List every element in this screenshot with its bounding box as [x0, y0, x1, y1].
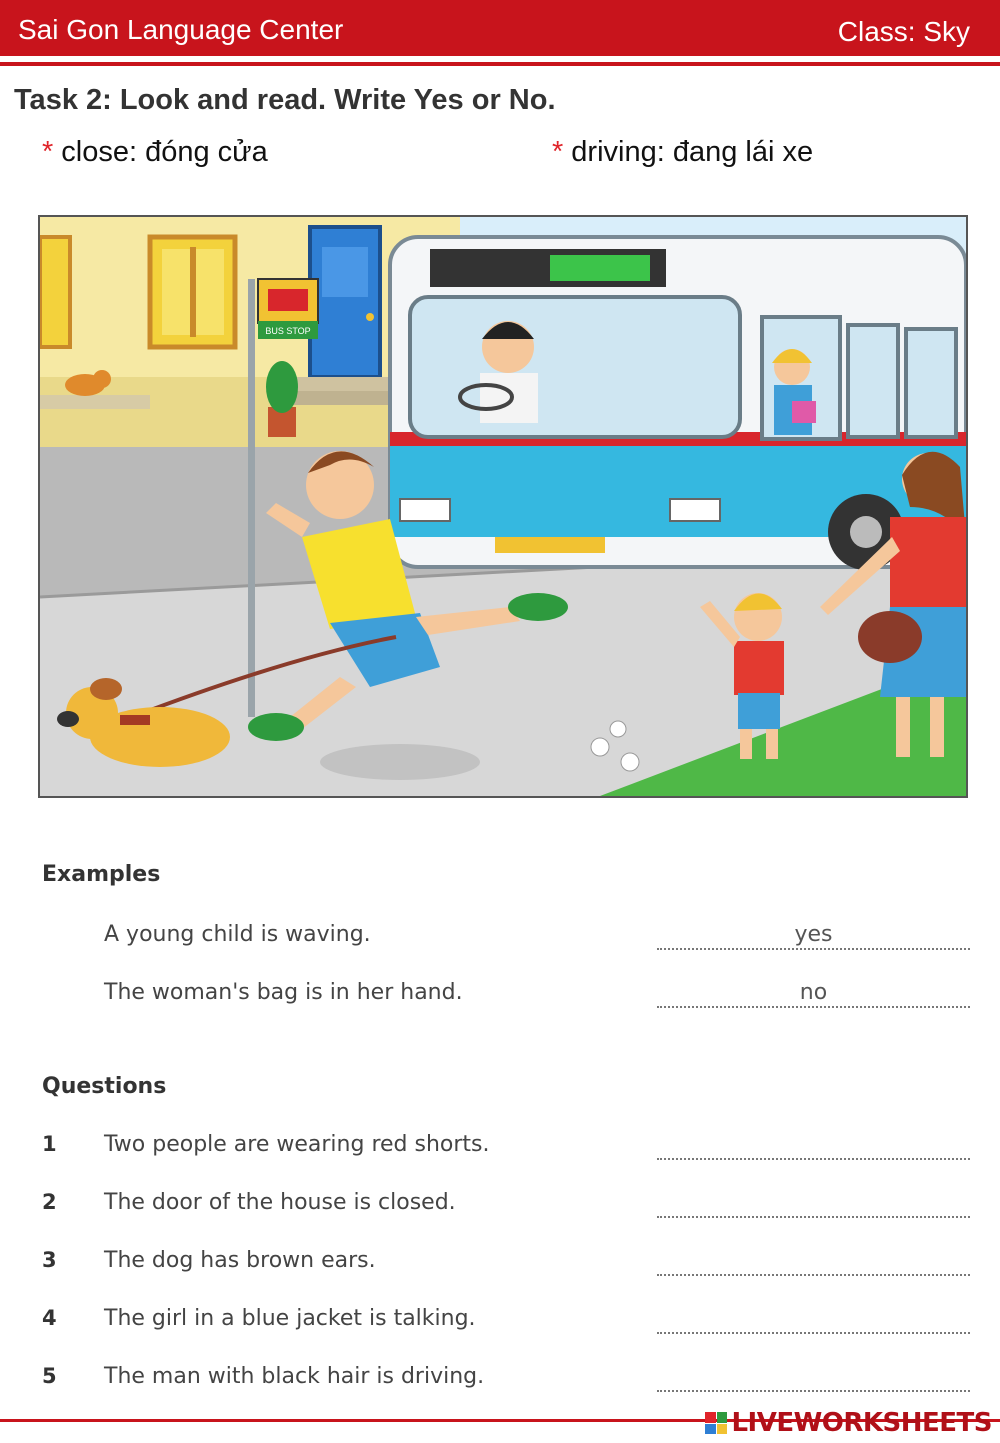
question-row-1	[42, 1128, 970, 1164]
task-title: Task 2: Look and read. Write Yes or No.	[14, 84, 556, 116]
bus-stop-illustration	[38, 215, 968, 798]
grid-logo-icon	[705, 1412, 727, 1434]
questions-heading: Questions	[42, 1074, 167, 1099]
example-sentence: A young child is waving.	[104, 922, 371, 947]
question-sentence: The door of the house is closed.	[104, 1190, 456, 1215]
question-row-3	[42, 1244, 970, 1280]
example-row	[42, 918, 970, 954]
page-header	[0, 0, 1000, 56]
examples-heading: Examples	[42, 862, 161, 887]
answer-input-2[interactable]	[657, 1196, 970, 1218]
example-answer-field	[657, 922, 970, 950]
center-name: Sai Gon Language Center	[18, 14, 344, 45]
example-answer: yes	[794, 922, 833, 947]
vocab-item-close	[42, 136, 268, 169]
example-answer-field	[657, 980, 970, 1008]
question-number: 5	[42, 1364, 57, 1388]
brand-name: LIVEWORKSHEETS	[731, 1408, 992, 1438]
answer-input-4[interactable]	[657, 1312, 970, 1334]
question-sentence: The dog has brown ears.	[104, 1248, 376, 1273]
question-row-5	[42, 1360, 970, 1396]
bus-stop-sign-text: BUS STOP	[265, 326, 311, 336]
answer-input-3[interactable]	[657, 1254, 970, 1276]
answer-input-5[interactable]	[657, 1370, 970, 1392]
asterisk-icon: *	[42, 136, 54, 168]
class-label: Class: Sky	[837, 16, 970, 47]
vocab-text: close: đóng cửa	[61, 136, 268, 168]
example-row	[42, 976, 970, 1012]
vocab-item-driving	[552, 136, 813, 169]
question-number: 3	[42, 1248, 57, 1272]
question-row-2	[42, 1186, 970, 1222]
scene-graphic	[40, 217, 966, 796]
example-answer: no	[799, 980, 828, 1005]
answer-input-1[interactable]	[657, 1138, 970, 1160]
question-sentence: The girl in a blue jacket is talking.	[104, 1306, 476, 1331]
question-sentence: Two people are wearing red shorts.	[104, 1132, 490, 1157]
question-number: 4	[42, 1306, 57, 1330]
question-number: 2	[42, 1190, 57, 1214]
question-number: 1	[42, 1132, 57, 1156]
asterisk-icon: *	[552, 136, 564, 168]
example-sentence: The woman's bag is in her hand.	[104, 980, 463, 1005]
liveworksheets-logo[interactable]	[705, 1408, 992, 1438]
question-sentence: The man with black hair is driving.	[104, 1364, 485, 1389]
header-divider	[0, 62, 1000, 66]
vocab-text: driving: đang lái xe	[571, 136, 814, 168]
question-row-4	[42, 1302, 970, 1338]
